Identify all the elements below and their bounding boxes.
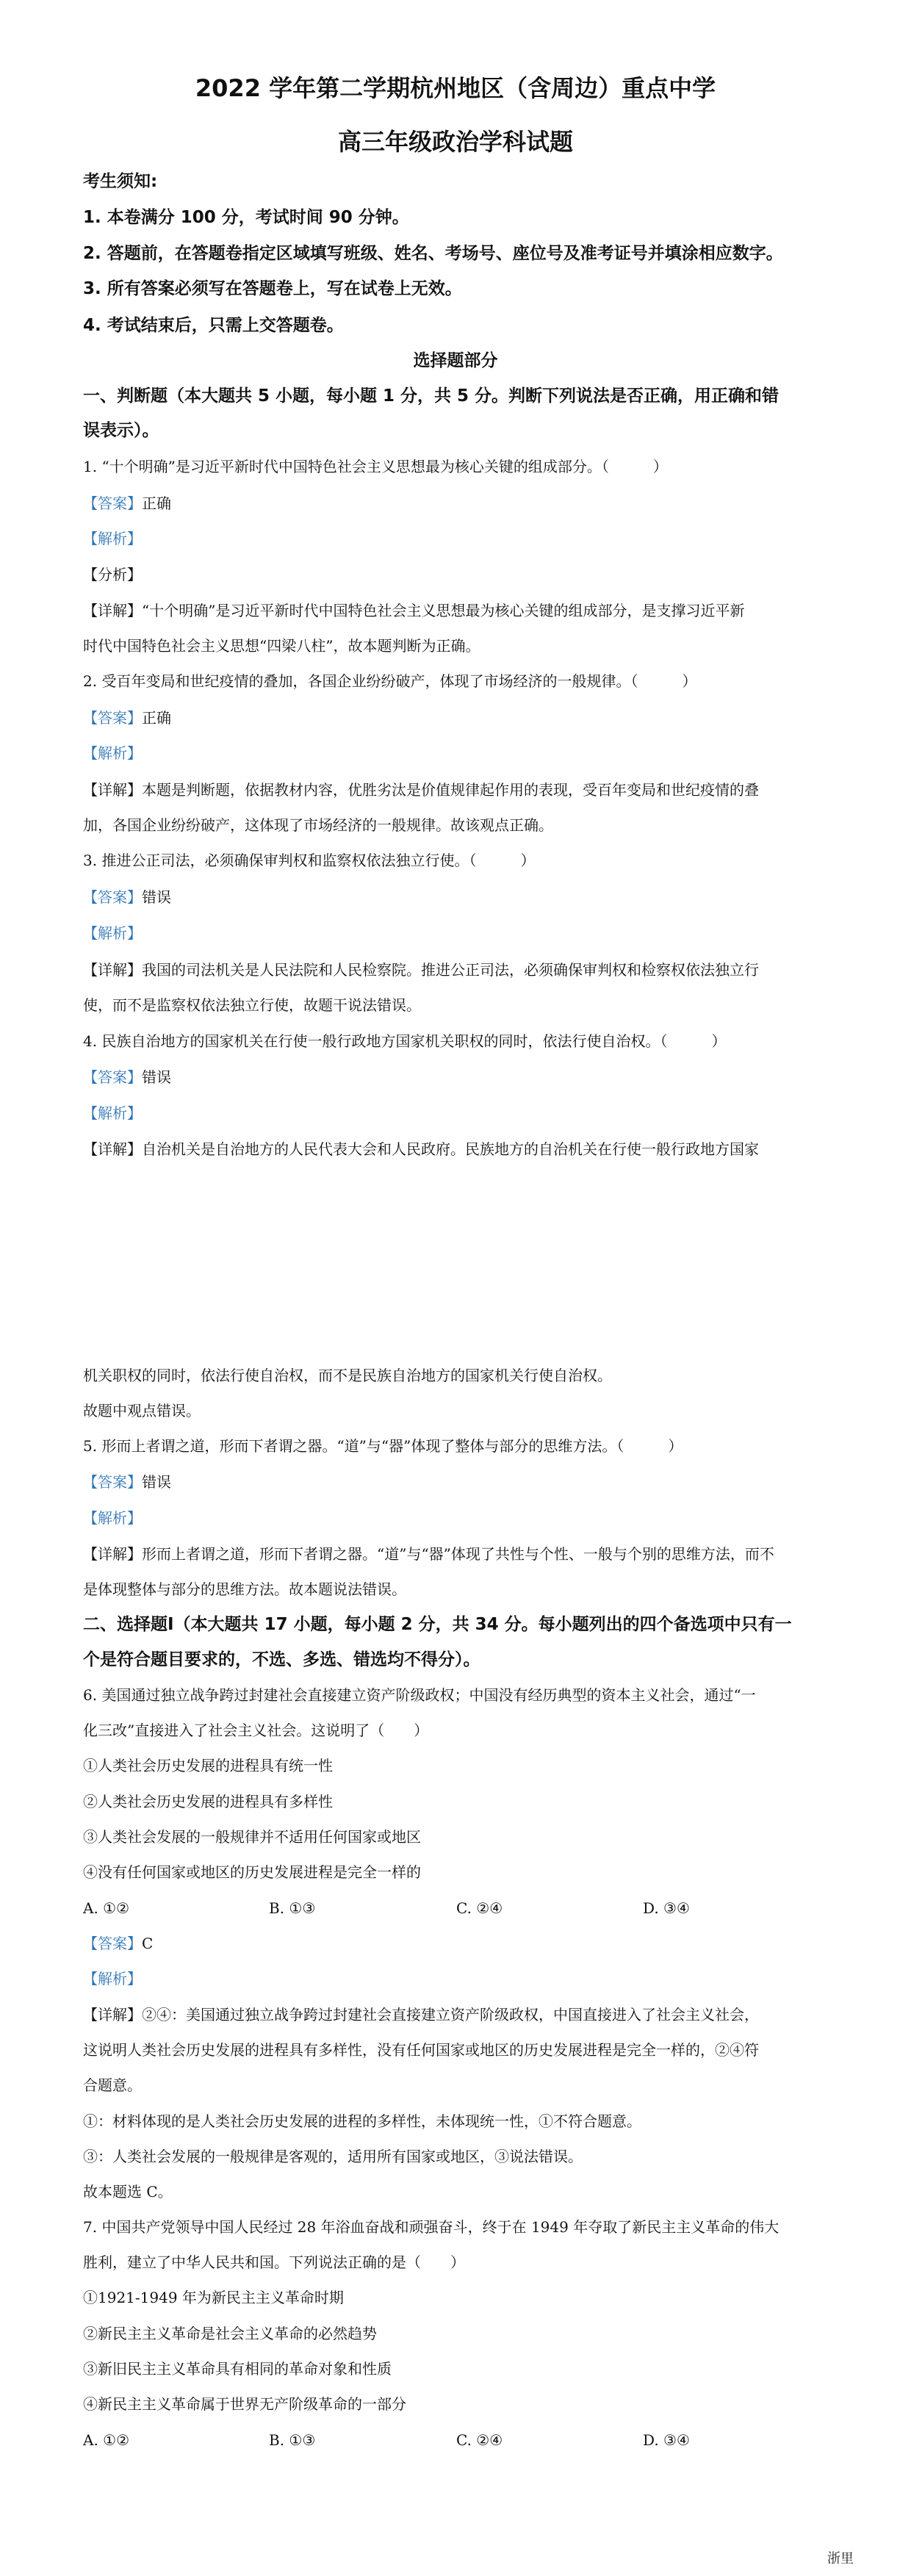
answer-tag: 【答案】 [83,1935,142,1952]
detail-text: 本题是判断题，依据教材内容，优胜劣汰是价值规律起作用的表现，受百年变局和世纪疫情的叠 [142,781,759,799]
question-3-detail [83,959,832,981]
question-6-item: ③人类社会发展的一般规律并不适用任何国家或地区 [83,1828,421,1846]
detail-text: “十个明确”是习近平新时代中国特色社会主义思想最为核心关键的组成部分，是支撑习近平新 [142,602,745,619]
question-7-stem: 7. 中国共产党领导中国人民经过 28 年浴血奋战和顽强奋斗，终于在 1949 年夺取了新民主主义革命的伟大 [83,2218,779,2236]
part1-heading: 一、判断题（本大题共 5 小题，每小题 1 分，共 5 分。判断下列说法是否正确，用正确和错 [83,386,779,406]
question-1-detail-cont: 时代中国特色社会主义思想“四梁八柱”，故本题判断为正确。 [83,637,480,655]
question-6-detail-cont: 这说明人类社会历史发展的进程具有多样性，没有任何国家或地区的历史发展进程是完全一样的，②④符 [83,2041,759,2059]
answer-value: 正确 [142,494,171,512]
question-2-detail-cont: 加，各国企业纷纷破产，这体现了市场经济的一般规律。故该观点正确。 [83,816,553,834]
exam-title-line1: 2022 学年第二学期杭州地区（含周边）重点中学 [195,74,716,102]
analysis-tag: 【解析】 [83,744,142,762]
question-5-detail-cont: 是体现整体与部分的思维方法。故本题说法错误。 [83,1580,406,1598]
detail-text: 形而上者谓之道，形而下者谓之器。“道”与“器”体现了共性与个性、一般与个别的思维方法，而不 [142,1545,774,1563]
exam-title-line2: 高三年级政治学科试题 [337,128,573,156]
page-footer: 浙里 [827,2551,854,2566]
question-2-answer [83,707,832,729]
answer-tag: 【答案】 [83,1068,142,1086]
notice-item: 2. 答题前，在答题卷指定区域填写班级、姓名、考场号、座位号及准考证号并填涂相应数字。 [83,244,783,263]
fenxi-tag: 【分析】 [83,566,142,583]
question-6-detail-end: 故本题选 C。 [83,2183,173,2201]
detail-text: 我国的司法机关是人民法院和人民检察院。推进公正司法，必须确保审判权和检察权依法独立行 [142,961,759,979]
detail-tag: 【详解】 [83,1140,142,1158]
option-c: C. ②④ [456,1899,503,1917]
notice-item: 4. 考试结束后，只需上交答题卷。 [83,316,344,335]
question-7-item: ②新民主主义革命是社会主义革命的必然趋势 [83,2325,377,2342]
option-a: A. ①② [83,1899,130,1917]
question-6-item: ①人类社会历史发展的进程具有统一性 [83,1757,333,1774]
detail-text: 自治机关是自治地方的人民代表大会和人民政府。民族地方的自治机关在行使一般行政地方国家 [142,1140,759,1158]
section-title: 选择题部分 [413,351,498,370]
answer-value: 正确 [142,709,171,727]
analysis-tag: 【解析】 [83,924,142,942]
notice-heading: 考生须知: [83,172,158,191]
question-6-item: ④没有任何国家或地区的历史发展进程是完全一样的 [83,1863,421,1881]
question-1-stem: 1. “十个明确”是习近平新时代中国特色社会主义思想最为核心关键的组成部分。（ ） [83,458,668,475]
detail-tag: 【详解】 [83,1545,142,1563]
notice-item: 3. 所有答案必须写在答题卷上，写在试卷上无效。 [83,279,462,298]
detail-tag: 【详解】 [83,781,142,799]
analysis-tag: 【解析】 [83,1509,142,1527]
detail-tag: 【详解】 [83,961,142,979]
part2-heading-cont: 个是符合题目要求的，不选、多选、错选均不得分）。 [83,1650,480,1669]
option-c: C. ②④ [456,2431,503,2449]
part2-heading: 二、选择题Ⅰ（本大题共 17 小题，每小题 2 分，共 34 分。每小题列出的四个备选项中只有一 [83,1615,792,1634]
detail-tag: 【详解】 [83,2006,142,2023]
detail-text: ②④：美国通过独立战争跨过封建社会直接建立资产阶级政权，中国直接进入了社会主义社会， [142,2006,759,2023]
question-6-detail-cont: 合题意。 [83,2076,142,2094]
answer-value: C [142,1935,154,1952]
option-d: D. ③④ [643,1899,690,1917]
question-4-answer [83,1066,832,1088]
question-4-stem: 4. 民族自治地方的国家机关在行使一般行政地方国家机关职权的同时，依法行使自治权。（ ） [83,1032,727,1050]
question-3-answer [83,886,832,908]
question-1-answer [83,492,832,514]
answer-tag: 【答案】 [83,494,142,512]
question-4-detail-end: 故题中观点错误。 [83,1402,201,1420]
question-5-stem: 5. 形而上者谓之道，形而下者谓之器。“道”与“器”体现了整体与部分的思维方法。（ ） [83,1437,683,1455]
question-7-stem-cont: 胜利，建立了中华人民共和国。下列说法正确的是（ ） [83,2253,465,2271]
option-d: D. ③④ [643,2431,690,2449]
question-6-item: ②人类社会历史发展的进程具有多样性 [83,1793,333,1810]
question-6-detail [83,2004,832,2026]
question-6-detail-cont: ①：材料体现的是人类社会历史发展的进程的多样性，未体现统一性，①不符合题意。 [83,2112,641,2130]
question-7-item: ①1921-1949 年为新民主主义革命时期 [83,2289,344,2306]
answer-value: 错误 [142,1068,171,1086]
question-2-stem: 2. 受百年变局和世纪疫情的叠加，各国企业纷纷破产，体现了市场经济的一般规律。（ ） [83,672,697,690]
question-6-answer [83,1932,832,1954]
option-b: B. ①③ [269,1899,316,1917]
question-3-detail-cont: 使，而不是监察权依法独立行使，故题干说法错误。 [83,996,421,1014]
notice-item: 1. 本卷满分 100 分，考试时间 90 分钟。 [83,208,409,227]
question-3-stem: 3. 推进公正司法，必须确保审判权和监察权依法独立行使。（ ） [83,852,536,869]
answer-value: 错误 [142,888,171,906]
analysis-tag: 【解析】 [83,530,142,547]
question-1-detail [83,600,832,622]
question-7-options [83,2429,832,2451]
question-7-item: ③新旧民主主义革命具有相同的革命对象和性质 [83,2360,392,2378]
question-2-detail [83,779,832,801]
option-a: A. ①② [83,2431,130,2449]
detail-tag: 【详解】 [83,602,142,619]
analysis-tag: 【解析】 [83,1104,142,1122]
part1-heading-cont: 误表示）。 [83,421,159,440]
analysis-tag: 【解析】 [83,1970,142,1987]
answer-tag: 【答案】 [83,709,142,727]
question-6-options [83,1897,832,1919]
answer-tag: 【答案】 [83,888,142,906]
question-7-item: ④新民主主义革命属于世界无产阶级革命的一部分 [83,2395,406,2413]
question-6-stem-cont: 化三改”直接进入了社会主义社会。这说明了（ ） [83,1721,429,1739]
question-6-detail-cont: ③：人类社会发展的一般规律是客观的，适用所有国家或地区，③说法错误。 [83,2148,583,2165]
question-5-answer [83,1471,832,1493]
question-5-detail [83,1543,832,1565]
question-4-detail-cont: 机关职权的同时，依法行使自治权，而不是民族自治地方的国家机关行使自治权。 [83,1367,612,1384]
answer-tag: 【答案】 [83,1473,142,1491]
question-4-detail [83,1138,832,1160]
question-6-stem: 6. 美国通过独立战争跨过封建社会直接建立资产阶级政权；中国没有经历典型的资本主义社会，通过“一 [83,1686,756,1704]
option-b: B. ①③ [269,2431,316,2449]
answer-value: 错误 [142,1473,171,1491]
